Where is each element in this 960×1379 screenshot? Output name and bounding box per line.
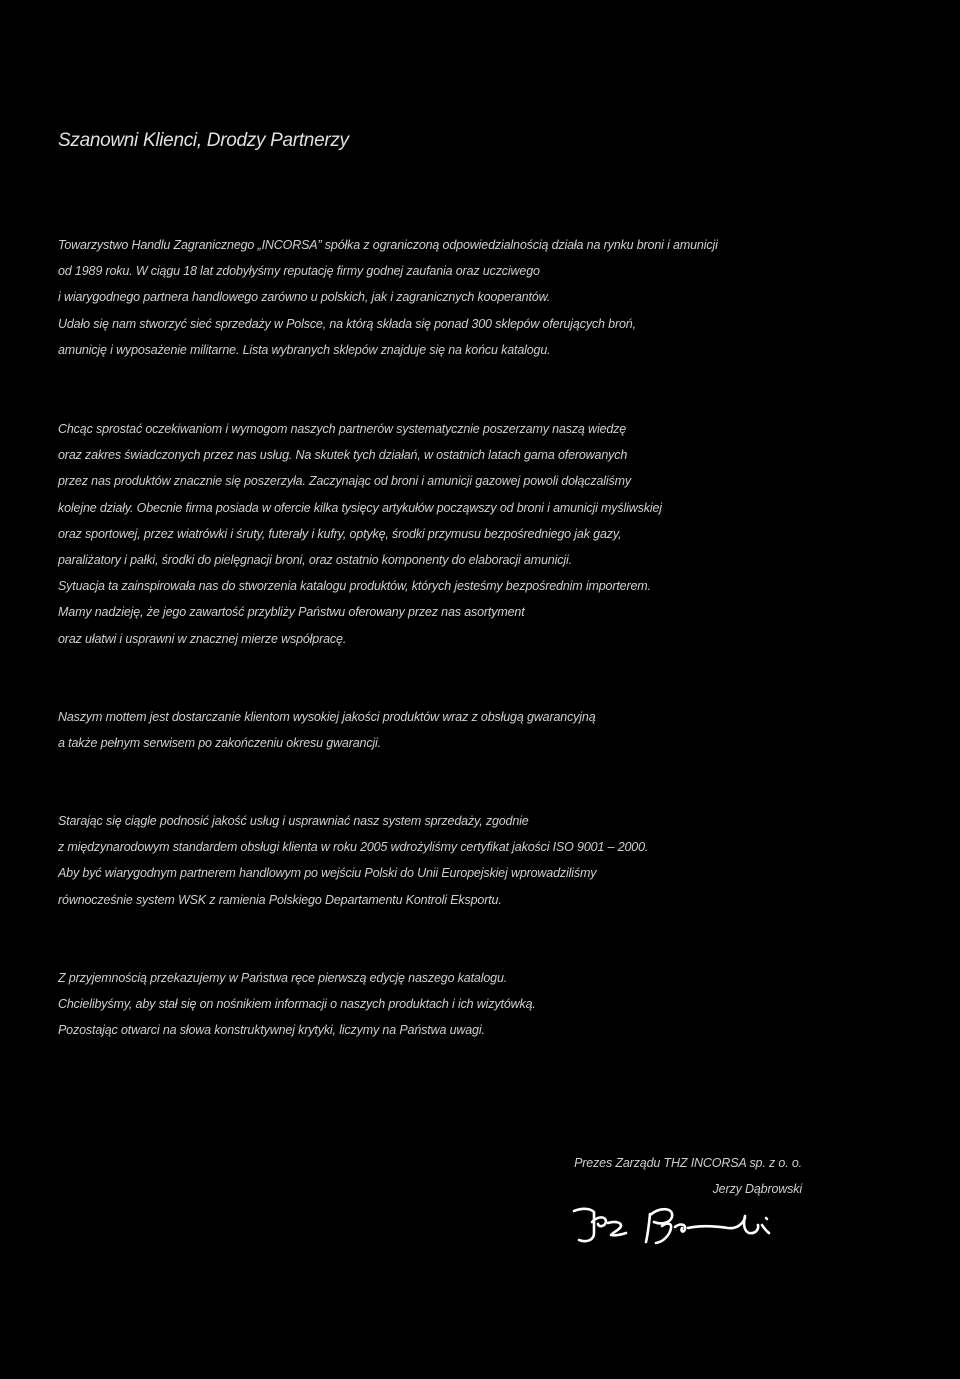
text-line: Starając się ciągle podnosić jakość usług i usprawniać nasz system sprzedaży, zgodnie xyxy=(58,814,529,828)
text-line: od 1989 roku. W ciągu 18 lat zdobyłyśmy reputację firmy godnej zaufania oraz uczciwego xyxy=(58,264,540,279)
text-line: Naszym mottem jest dostarczanie klientom wysokiej jakości produktów wraz z obsługą gwarancyjną xyxy=(58,710,596,724)
text-line: Towarzystwo Handlu Zagranicznego „INCORSA” spółka z ograniczoną odpowiedzialnością działa na rynku broni i amunicji xyxy=(58,238,718,252)
handwritten-signature-icon xyxy=(568,1202,783,1247)
text-line: Udało się nam stworzyć sieć sprzedaży w Polsce, na którą składa się ponad 300 sklepów oferujących broń, xyxy=(58,316,636,331)
text-line: Aby być wiarygodnym partnerem handlowym po wejściu Polski do Unii Europejskiej wprowadziliśmy xyxy=(58,866,597,881)
text-line: równocześnie system WSK z ramienia Polskiego Departamentu Kontroli Eksportu. xyxy=(58,892,502,907)
text-line: Pozostając otwarci na słowa konstruktywnej krytyki, liczymy na Państwa uwagi. xyxy=(58,1023,485,1038)
text-line: a także pełnym serwisem po zakończeniu okresu gwarancji. xyxy=(58,736,382,751)
text-line: Chcielibyśmy, aby stał się on nośnikiem informacji o naszych produktach i ich wizytówką. xyxy=(58,997,536,1012)
text-line: oraz zakres świadczonych przez nas usług. Na skutek tych działań, w ostatnich latach gama oferowanych xyxy=(58,448,628,463)
text-line: oraz ułatwi i usprawni w znacznej mierze współpracę. xyxy=(58,631,347,646)
paragraph-company-intro xyxy=(58,232,918,363)
paragraph-closing xyxy=(58,965,918,1044)
text-line: przez nas produktów znacznie się poszerzyła. Zaczynając od broni i amunicji gazowej powoli dołączaliśmy xyxy=(58,474,632,489)
signoff-name: Jerzy Dąbrowski xyxy=(712,1182,802,1196)
signoff-position: Prezes Zarządu THZ INCORSA sp. z o. o. xyxy=(574,1156,802,1170)
signoff-block xyxy=(574,1150,802,1202)
text-line: oraz sportowej, przez wiatrówki i śruty, futerały i kufry, optykę, środki przymusu bezpośredniego jak gazy, xyxy=(58,526,622,541)
paragraph-motto xyxy=(58,704,918,756)
paragraph-offer xyxy=(58,416,918,652)
greeting-heading: Szanowni Klienci, Drodzy Partnerzy xyxy=(58,130,349,151)
text-line: amunicję i wyposażenie militarne. Lista wybranych sklepów znajduje się na końcu katalogu. xyxy=(58,342,551,357)
text-line: Sytuacja ta zainspirowała nas do stworzenia katalogu produktów, których jesteśmy bezpośrednim importerem. xyxy=(58,579,651,594)
paragraph-quality xyxy=(58,808,918,913)
text-line: Mamy nadzieję, że jego zawartość przybliży Państwu oferowany przez nas asortyment xyxy=(58,605,525,620)
text-line: paraliżatory i pałki, środki do pielęgnacji broni, oraz ostatnio komponenty do elaboracji amunicji. xyxy=(58,552,572,567)
text-line: Chcąc sprostać oczekiwaniom i wymogom naszych partnerów systematycznie poszerzamy naszą wiedzę xyxy=(58,422,627,436)
text-line: i wiarygodnego partnera handlowego zarówno u polskich, jak i zagranicznych kooperantów. xyxy=(58,290,551,305)
text-line: kolejne działy. Obecnie firma posiada w ofercie kilka tysięcy artykułów począwszy od broni i amunicji myśliwskiej xyxy=(58,500,662,515)
text-line: Z przyjemnością przekazujemy w Państwa ręce pierwszą edycję naszego katalogu. xyxy=(58,971,508,985)
text-line: z międzynarodowym standardem obsługi klienta w roku 2005 wdrożyliśmy certyfikat jakości ISO 9001 – 2000. xyxy=(58,840,649,855)
